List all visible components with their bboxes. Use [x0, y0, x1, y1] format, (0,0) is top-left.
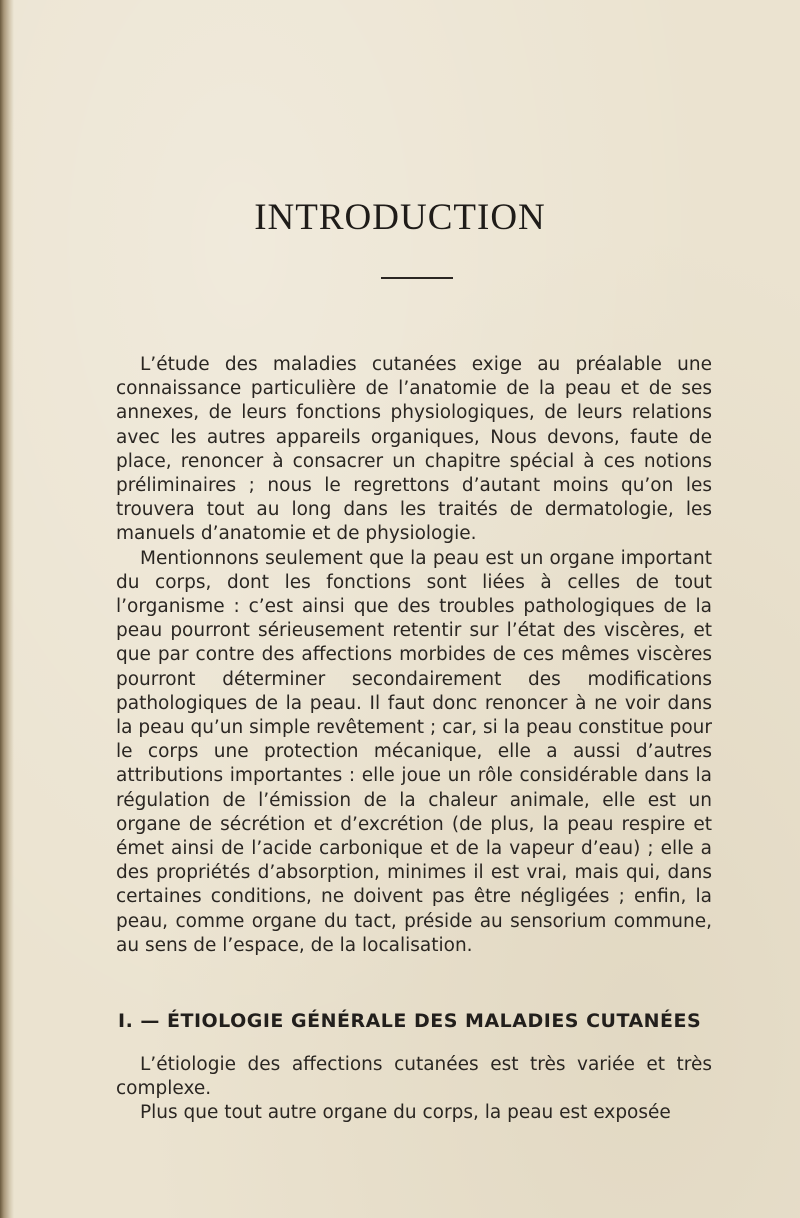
section-paragraph: Plus que tout autre organe du corps, la peau est exposée	[140, 1102, 671, 1124]
title-divider	[381, 277, 453, 279]
section-text	[116, 1053, 712, 1126]
book-binding-edge	[0, 0, 14, 1218]
intro-text	[116, 353, 712, 958]
section-paragraph: L’étiologie des affections cutanées est très variée et très complexe.	[116, 1054, 712, 1100]
page-title: INTRODUCTION	[254, 197, 546, 238]
intro-paragraph: Mentionnons seulement que la peau est un organe important du corps, dont les fonctions sont liées à celles de tout l’organisme : c’est ainsi que des troubles pathologiques de la peau pourront sérieusement retentir sur l’état des viscères, et que par contre des affections morbides de ces mêmes viscères pourront déterminer secondairement des modifications pathologiques de la peau. Il faut donc renoncer à ne voir dans la peau qu’un simple revêtement ; car, si la peau constitue pour le corps une protection mécanique, elle a aussi d’autres attributions importantes : elle joue un rôle considérable dans la régulation de l’émission de la chaleur animale, elle est un organe de sécrétion et d’excrétion (de plus, la peau respire et émet ainsi de l’acide carbonique et de la vapeur d’eau) ; elle a des propriétés d’absorption, minimes il est vrai, mais qui, dans certaines conditions, ne doivent pas être négligées ; enfin, la peau, comme organe du tact, préside au sensorium commune, au sens de l’espace, de la localisation.	[116, 547, 712, 956]
intro-paragraph: L’étude des maladies cutanées exige au préalable une connaissance particulière de l’anatomie de la peau et de ses annexes, de leurs fonctions physiologiques, de leurs relations avec les autres appareils organiques, Nous devons, faute de place, renoncer à consacrer un chapitre spécial à ces notions préliminaires ; nous le regrettons d’autant moins qu’on les trouvera tout au long dans les traités de dermatologie, les manuels d’anatomie et de physiologie.	[116, 354, 712, 545]
section-heading: I. — ÉTIOLOGIE GÉNÉRALE DES MALADIES CUTANÉES	[118, 1010, 702, 1032]
